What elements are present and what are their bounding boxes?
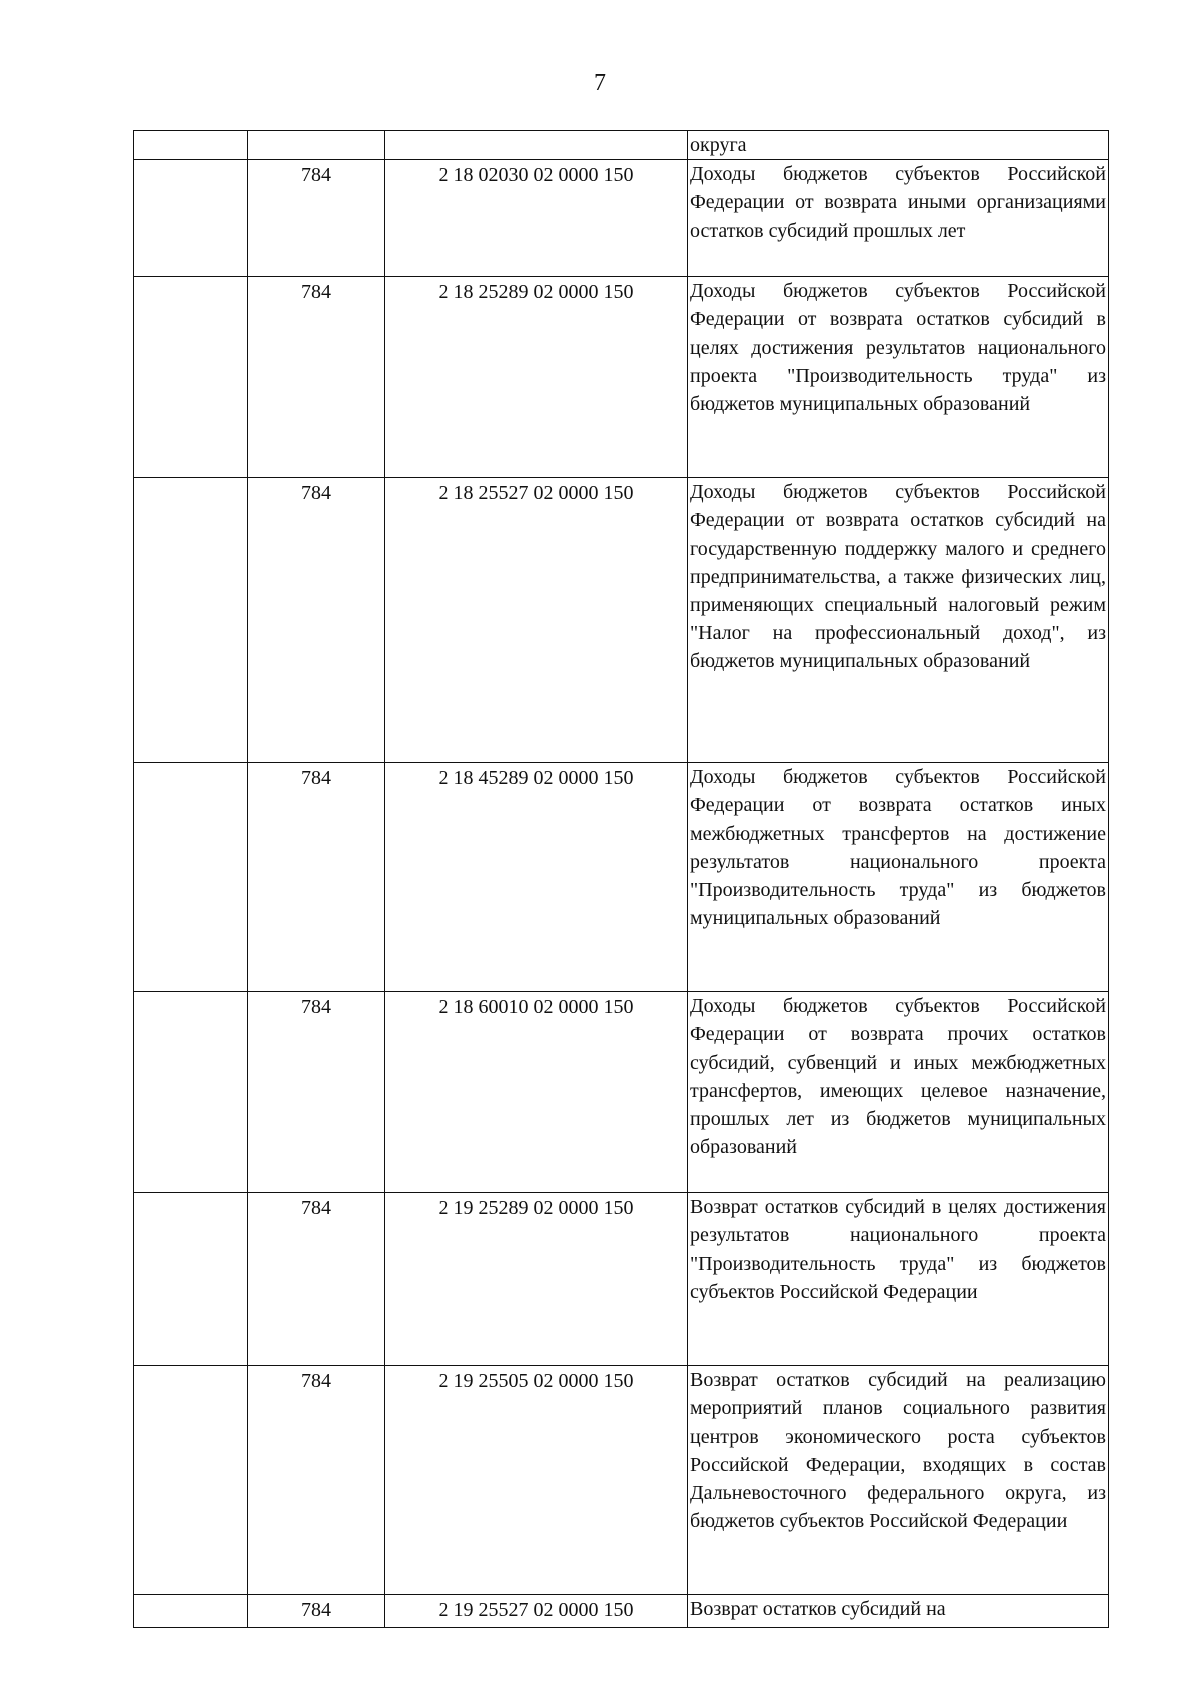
description-cell: Доходы бюджетов субъектов Российской Федерации от возврата остатков иных межбюджетных трансфертов на достижение результатов национального проекта "Производительность труда" из бюджетов муниципальных образований (688, 763, 1109, 992)
admin-code-cell: 784 (248, 1366, 385, 1595)
admin-code-cell: 784 (248, 763, 385, 992)
table-row (134, 1366, 1109, 1595)
empty-cell (248, 131, 385, 160)
table-row (134, 1595, 1109, 1628)
description-cell: Возврат остатков субсидий на (688, 1595, 1109, 1628)
table-row-continued (134, 131, 1109, 160)
table-row (134, 277, 1109, 478)
table-row (134, 160, 1109, 277)
description-cell: Возврат остатков субсидий на реализацию мероприятий планов социального развития центров экономического роста субъектов Российской Федерации, входящих в состав Дальневосточного федерального округа, из бюджетов субъектов Российской Федерации (688, 1366, 1109, 1595)
table-row (134, 992, 1109, 1193)
budget-code-cell: 2 19 25289 02 0000 150 (385, 1193, 688, 1366)
admin-code-cell: 784 (248, 478, 385, 763)
continued-text-cell: округа (688, 131, 1109, 160)
description-cell: Доходы бюджетов субъектов Российской Федерации от возврата остатков субсидий на государственную поддержку малого и среднего предпринимательства, а также физических лиц, применяющих специальный налоговый режим "Налог на профессиональный доход", из бюджетов муниципальных образований (688, 478, 1109, 763)
admin-code-cell: 784 (248, 1595, 385, 1628)
empty-cell (134, 1595, 248, 1628)
budget-code-cell: 2 18 25289 02 0000 150 (385, 277, 688, 478)
empty-cell (134, 478, 248, 763)
budget-code-cell: 2 18 25527 02 0000 150 (385, 478, 688, 763)
empty-cell (134, 1366, 248, 1595)
table-row (134, 763, 1109, 992)
empty-cell (134, 277, 248, 478)
description-cell: Доходы бюджетов субъектов Российской Федерации от возврата иными организациями остатков субсидий прошлых лет (688, 160, 1109, 277)
empty-cell (134, 992, 248, 1193)
budget-code-cell: 2 18 60010 02 0000 150 (385, 992, 688, 1193)
table-row (134, 1193, 1109, 1366)
empty-cell (385, 131, 688, 160)
budget-code-cell: 2 18 02030 02 0000 150 (385, 160, 688, 277)
empty-cell (134, 1193, 248, 1366)
table-row (134, 478, 1109, 763)
admin-code-cell: 784 (248, 992, 385, 1193)
description-cell: Возврат остатков субсидий в целях достижения результатов национального проекта "Производительность труда" из бюджетов субъектов Российской Федерации (688, 1193, 1109, 1366)
description-cell: Доходы бюджетов субъектов Российской Федерации от возврата прочих остатков субсидий, субвенций и иных межбюджетных трансфертов, имеющих целевое назначение, прошлых лет из бюджетов муниципальных образований (688, 992, 1109, 1193)
admin-code-cell: 784 (248, 277, 385, 478)
budget-codes-table (133, 130, 1109, 1628)
empty-cell (134, 131, 248, 160)
budget-code-cell: 2 19 25505 02 0000 150 (385, 1366, 688, 1595)
budget-code-cell: 2 18 45289 02 0000 150 (385, 763, 688, 992)
page-number: 7 (594, 70, 606, 96)
empty-cell (134, 160, 248, 277)
budget-code-cell: 2 19 25527 02 0000 150 (385, 1595, 688, 1628)
description-cell: Доходы бюджетов субъектов Российской Федерации от возврата остатков субсидий в целях достижения результатов национального проекта "Производительность труда" из бюджетов муниципальных образований (688, 277, 1109, 478)
empty-cell (134, 763, 248, 992)
admin-code-cell: 784 (248, 160, 385, 277)
admin-code-cell: 784 (248, 1193, 385, 1366)
